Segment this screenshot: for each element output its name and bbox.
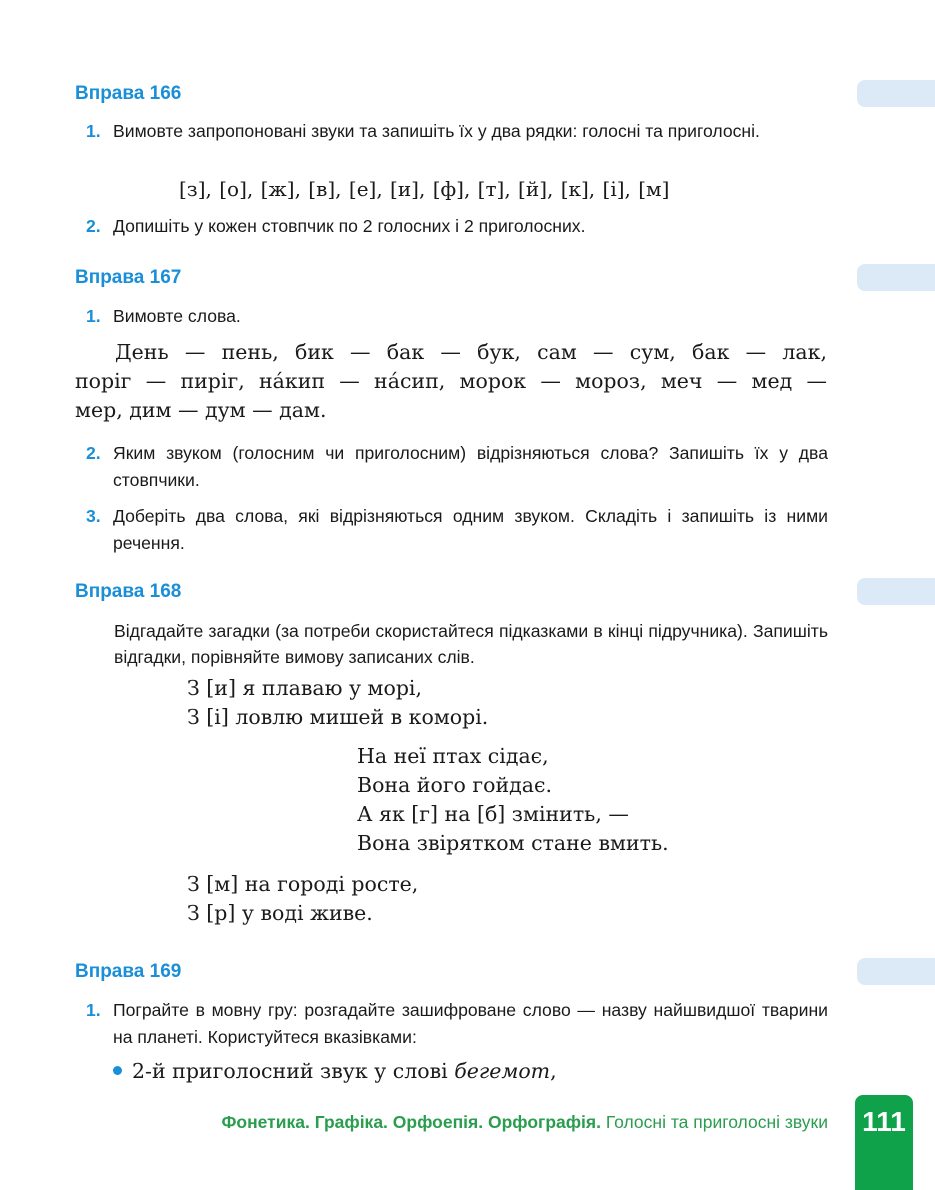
hint-tail: , [550, 1059, 557, 1083]
item-number: 1. [86, 121, 101, 141]
exercise-166-item-2 [86, 213, 828, 240]
riddle-line: З [м] на городі росте, [187, 872, 419, 896]
item-text: Вимовте слова. [113, 306, 241, 326]
bullet-dot-icon [113, 1066, 122, 1075]
riddle-1 [187, 674, 488, 732]
hint-word: бегемот [454, 1059, 551, 1083]
item-number: 2. [86, 216, 101, 236]
item-number: 3. [86, 506, 101, 526]
exercise-169-item-1 [86, 997, 828, 1051]
riddle-3 [187, 870, 418, 928]
item-text: Вимовте запропоновані звуки та запишіть їх у два рядки: голосні та приголосні. [113, 121, 760, 141]
item-text: Допишіть у кожен стовпчик по 2 голосних і 2 приголосних. [113, 216, 586, 236]
riddle-line: Вона його гойдає. [357, 773, 553, 797]
item-text: Яким звуком (голосним чи приголосним) відрізняються слова? Запишіть їх у два стовпчики. [113, 443, 828, 490]
item-text: Доберіть два слова, які відрізняються одним звуком. Складіть і запишіть із ними речення. [113, 506, 828, 553]
item-number: 2. [86, 443, 101, 463]
exercise-167-item-2 [86, 440, 828, 494]
hint-bullet [113, 1059, 557, 1083]
item-number: 1. [86, 1000, 101, 1020]
exercise-167-item-1 [86, 303, 828, 330]
hint-text: 2-й приголосний звук у слові [132, 1059, 455, 1083]
exercise-167-title: Вправа 167 [75, 267, 182, 288]
riddle-line: На неї птах сідає, [357, 744, 549, 768]
riddle-line: З [і] ловлю мишей в коморі. [187, 705, 489, 729]
page-number: 111 [862, 1106, 906, 1137]
footer-section: Фонетика. Графіка. Орфоепія. Орфографія. [221, 1112, 601, 1132]
page-number-box [855, 1095, 913, 1190]
margin-tab [857, 80, 935, 107]
page-footer [221, 1112, 828, 1133]
item-text: Пограйте в мовну гру: розгадайте зашифроване слово — назву найшвидшої тварини на планеті. Користуйтеся вказівками: [113, 1000, 828, 1047]
exercise-167-item-3 [86, 503, 828, 557]
footer-topic: Голосні та приголосні звуки [605, 1112, 828, 1132]
margin-tab [857, 578, 935, 605]
exercise-166-item-1 [86, 118, 828, 145]
margin-tab [857, 264, 935, 291]
word-pairs-line: мер, дим — дум — дам. [75, 398, 327, 422]
exercise-168-title: Вправа 168 [75, 581, 182, 602]
word-pairs [75, 338, 827, 425]
exercise-168-intro: Відгадайте загадки (за потреби скористайтеся підказками в кінці підручника). Запишіть відгадки, порівняйте вимову записаних слів. [114, 621, 828, 667]
word-pairs-line: поріг — пиріг, на́кип — на́сип, морок — мороз, меч — мед — [75, 369, 827, 393]
riddle-line: З [р] у воді живе. [187, 901, 373, 925]
exercise-169-title: Вправа 169 [75, 961, 182, 982]
word-pairs-line: День — пень, бик — бак — бук, сам — сум, бак — лак, [115, 340, 827, 364]
riddle-line: А як [г] на [б] змінить, — [357, 802, 629, 826]
exercise-166-title: Вправа 166 [75, 83, 182, 104]
riddle-line: З [и] я плаваю у морі, [187, 676, 423, 700]
sounds-list: [з], [о], [ж], [в], [е], [и], [ф], [т], [й], [к], [і], [м] [179, 177, 670, 201]
margin-tab [857, 958, 935, 985]
riddle-2 [357, 742, 669, 858]
riddle-line: Вона звірятком стане вмить. [357, 831, 669, 855]
item-number: 1. [86, 306, 101, 326]
